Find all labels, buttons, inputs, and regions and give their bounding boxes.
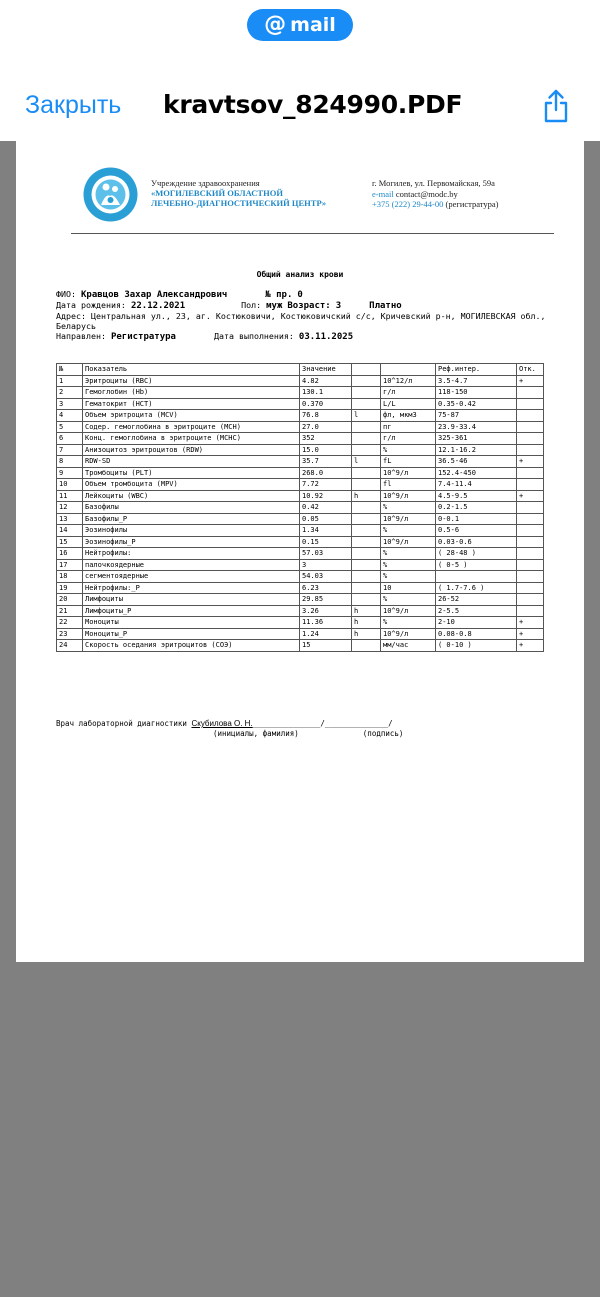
phone-note: (регистратура) (445, 199, 499, 209)
table-cell: 0-0.1 (436, 513, 517, 525)
table-cell: 19 (57, 582, 83, 594)
table-cell: 22 (57, 617, 83, 629)
table-row (57, 490, 544, 502)
table-cell (517, 421, 544, 433)
document-title: Общий анализ крови (256, 270, 344, 279)
table-cell (352, 559, 381, 571)
table-row (57, 571, 544, 583)
table-cell: + (517, 628, 544, 640)
age-value: 3 (335, 301, 342, 311)
table-row (57, 410, 544, 422)
col-header (381, 364, 436, 376)
table-cell: 10^9/л (381, 513, 436, 525)
patient-name: Кравцов Захар Александрович (80, 290, 228, 300)
table-cell (352, 467, 381, 479)
table-cell: 1 (57, 375, 83, 387)
table-cell: 13 (57, 513, 83, 525)
table-cell: Лимфоциты (83, 594, 300, 606)
institution-line-2: «МОГИЛЕВСКИЙ ОБЛАСТНОЙ (151, 188, 283, 198)
table-cell (517, 502, 544, 514)
table-cell (517, 467, 544, 479)
table-cell: + (517, 640, 544, 652)
payment-type: Платно (369, 301, 402, 311)
table-cell: 10 (57, 479, 83, 491)
table-cell: % (381, 548, 436, 560)
dob-label: Дата рождения: (56, 300, 126, 310)
signature-caption-sign: (подпись) (362, 729, 404, 738)
table-cell: 12 (57, 502, 83, 514)
table-row (57, 479, 544, 491)
email-label: e-mail (372, 188, 394, 199)
table-cell: 6.23 (300, 582, 352, 594)
table-cell: Лимфоциты_P (83, 605, 300, 617)
table-cell: 4.5-9.5 (436, 490, 517, 502)
results-table (56, 363, 544, 652)
table-cell: Эозинофилы (83, 525, 300, 537)
patient-info (56, 289, 556, 342)
table-cell: Скорость оседания эритроцитов (СОЭ) (83, 640, 300, 652)
table-row (57, 444, 544, 456)
table-cell: 2 (57, 387, 83, 399)
table-cell: пг (381, 421, 436, 433)
table-cell (352, 433, 381, 445)
table-cell: Лейкоциты (WBC) (83, 490, 300, 502)
table-cell: h (352, 628, 381, 640)
table-cell: 7.72 (300, 479, 352, 491)
table-cell: 10^9/л (381, 490, 436, 502)
table-cell: 0.08-0.8 (436, 628, 517, 640)
table-cell: ( 28-48 ) (436, 548, 517, 560)
table-cell: 23 (57, 628, 83, 640)
table-cell: Анизоцитоз эритроцитов (RDW) (83, 444, 300, 456)
table-cell: % (381, 444, 436, 456)
table-cell: Эритроциты (RBC) (83, 375, 300, 387)
table-cell (517, 548, 544, 560)
table-cell: Объем эритроцита (MCV) (83, 410, 300, 422)
table-row (57, 502, 544, 514)
pdf-viewer-area[interactable] (0, 141, 600, 1297)
mail-app-badge[interactable] (247, 9, 353, 41)
table-cell: % (381, 559, 436, 571)
table-cell: h (352, 605, 381, 617)
col-header: Значение (300, 364, 352, 376)
table-cell: Тромбоциты (PLT) (83, 467, 300, 479)
table-cell: 20 (57, 594, 83, 606)
mail-label: mail (290, 14, 336, 36)
table-cell: 268.0 (300, 467, 352, 479)
table-cell: 10^9/л (381, 536, 436, 548)
email-value: contact@modc.by (395, 188, 458, 199)
table-cell: 27.0 (300, 421, 352, 433)
table-cell: + (517, 456, 544, 468)
table-cell: 3 (57, 398, 83, 410)
table-cell (517, 479, 544, 491)
table-cell: 14 (57, 525, 83, 537)
table-cell: сегментоядерные (83, 571, 300, 583)
direction-value: Регистратура (110, 332, 176, 342)
table-cell: 10^9/л (381, 467, 436, 479)
table-row (57, 456, 544, 468)
table-cell: 10.92 (300, 490, 352, 502)
table-cell: 76.8 (300, 410, 352, 422)
table-row (57, 628, 544, 640)
table-cell (517, 410, 544, 422)
institution-line-3: ЛЕЧЕБНО-ДИАГНОСТИЧЕСКИЙ ЦЕНТР» (151, 198, 327, 208)
table-cell (517, 559, 544, 571)
table-cell (352, 421, 381, 433)
table-row (57, 387, 544, 399)
table-cell: 26-52 (436, 594, 517, 606)
age-label: Возраст: (287, 301, 331, 311)
table-cell: 0.370 (300, 398, 352, 410)
table-cell: 75-87 (436, 410, 517, 422)
done-label: Дата выполнения: (213, 331, 294, 341)
table-cell (517, 594, 544, 606)
table-cell: мм/час (381, 640, 436, 652)
table-cell: h (352, 617, 381, 629)
table-cell (517, 605, 544, 617)
table-cell: Гематокрит (HCT) (83, 398, 300, 410)
doctor-name: Скубилова О. Н. (191, 719, 253, 728)
table-cell: 7 (57, 444, 83, 456)
table-cell: г/л (381, 387, 436, 399)
table-cell: Базофилы (83, 502, 300, 514)
table-cell: Эозинофилы_P (83, 536, 300, 548)
table-cell: 54.03 (300, 571, 352, 583)
table-cell: 15 (57, 536, 83, 548)
table-cell (517, 582, 544, 594)
table-cell: l (352, 410, 381, 422)
table-cell: 3 (300, 559, 352, 571)
table-cell: 6 (57, 433, 83, 445)
table-cell: Нейтрофилы: (83, 548, 300, 560)
col-header: Отк. (517, 364, 544, 376)
table-cell: fL (381, 456, 436, 468)
table-row (57, 617, 544, 629)
close-button[interactable]: Закрыть (25, 91, 122, 119)
table-cell: 10 (381, 582, 436, 594)
table-cell: Моноциты_P (83, 628, 300, 640)
table-cell: 0.2-1.5 (436, 502, 517, 514)
table-row (57, 513, 544, 525)
table-cell: 5 (57, 421, 83, 433)
table-cell: 0.5-6 (436, 525, 517, 537)
table-cell: г/л (381, 433, 436, 445)
table-cell: 17 (57, 559, 83, 571)
table-cell: 2-10 (436, 617, 517, 629)
table-cell: 29.85 (300, 594, 352, 606)
table-cell: Базофилы_P (83, 513, 300, 525)
table-cell: Содер. гемоглобина в эритроците (MCH) (83, 421, 300, 433)
table-cell: 1.24 (300, 628, 352, 640)
table-cell: 10^9/л (381, 605, 436, 617)
table-cell: 9 (57, 467, 83, 479)
table-cell (352, 525, 381, 537)
col-header: Реф.интер. (436, 364, 517, 376)
table-cell: L/L (381, 398, 436, 410)
table-cell: Моноциты (83, 617, 300, 629)
table-cell (352, 502, 381, 514)
table-cell: 118-150 (436, 387, 517, 399)
table-cell: 130.1 (300, 387, 352, 399)
table-cell: % (381, 617, 436, 629)
table-cell: % (381, 525, 436, 537)
table-cell (352, 640, 381, 652)
table-cell: fl (381, 479, 436, 491)
num-value: 0 (297, 290, 303, 300)
table-row (57, 375, 544, 387)
table-row (57, 421, 544, 433)
dob-value: 22.12.2021 (130, 301, 186, 311)
table-cell: 3.5-4.7 (436, 375, 517, 387)
table-cell: 15.0 (300, 444, 352, 456)
table-cell: 0.42 (300, 502, 352, 514)
sex-value: муж (266, 301, 283, 311)
col-header: № (57, 364, 83, 376)
fio-label: ФИО: (56, 289, 76, 299)
table-cell (517, 571, 544, 583)
institution-name (151, 178, 326, 208)
table-cell: 21 (57, 605, 83, 617)
table-cell: 4 (57, 410, 83, 422)
table-cell: + (517, 617, 544, 629)
center-logo (83, 167, 138, 222)
institution-line-1: Учреждение здравоохранения (151, 178, 260, 188)
table-cell: % (381, 502, 436, 514)
table-cell (352, 398, 381, 410)
table-cell: % (381, 571, 436, 583)
table-cell: 0.03-0.6 (436, 536, 517, 548)
table-cell (352, 536, 381, 548)
table-cell: 36.5-46 (436, 456, 517, 468)
pdf-page (16, 141, 584, 962)
table-cell: 10^9/л (381, 628, 436, 640)
table-cell: l (352, 456, 381, 468)
table-cell (517, 513, 544, 525)
table-cell (352, 513, 381, 525)
table-cell: 152.4-450 (436, 467, 517, 479)
table-cell: 11 (57, 490, 83, 502)
table-cell (352, 571, 381, 583)
table-cell (352, 582, 381, 594)
done-value: 03.11.2025 (298, 332, 354, 342)
table-cell: Конц. гемоглобина в эритроците (MCHC) (83, 433, 300, 445)
table-cell (436, 571, 517, 583)
table-cell (517, 398, 544, 410)
table-row (57, 398, 544, 410)
table-cell: Объем тромбоцита (MPV) (83, 479, 300, 491)
sex-label: Пол: (241, 300, 262, 310)
table-cell: Нейтрофилы:_P (83, 582, 300, 594)
table-cell: 18 (57, 571, 83, 583)
table-cell: 57.03 (300, 548, 352, 560)
table-cell: 10^12/л (381, 375, 436, 387)
table-cell: 4.82 (300, 375, 352, 387)
institution-contacts (372, 178, 499, 210)
table-cell: 12.1-16.2 (436, 444, 517, 456)
table-row (57, 640, 544, 652)
file-name-title: kravtsov_824990.PDF (163, 90, 463, 119)
table-cell: + (517, 490, 544, 502)
table-cell (352, 375, 381, 387)
table-cell (352, 444, 381, 456)
col-header: Показатель (83, 364, 300, 376)
table-cell (352, 548, 381, 560)
table-cell: 23.9-33.4 (436, 421, 517, 433)
table-cell: 0.35-0.42 (436, 398, 517, 410)
table-cell (517, 444, 544, 456)
table-cell: 0.15 (300, 536, 352, 548)
table-cell: 352 (300, 433, 352, 445)
table-row (57, 594, 544, 606)
table-cell: 24 (57, 640, 83, 652)
table-cell (352, 594, 381, 606)
at-icon: @ (264, 12, 287, 37)
table-cell: + (517, 375, 544, 387)
table-cell: фл, мкм3 (381, 410, 436, 422)
table-row (57, 536, 544, 548)
direction-label: Направлен: (56, 331, 106, 341)
header-divider (71, 233, 554, 234)
viewer-header (0, 0, 600, 141)
signature-label: Врач лабораторной диагностики (56, 719, 187, 728)
patient-address: Адрес: Центральная ул., 23, аг. Костюковичи, Костюковичский с/с, Кричевский р-н, МОГИЛЕВСКАЯ обл., Беларусь (56, 311, 546, 331)
table-cell: 35.7 (300, 456, 352, 468)
table-row (57, 559, 544, 571)
table-cell: 15 (300, 640, 352, 652)
table-cell: 2-5.5 (436, 605, 517, 617)
table-cell (517, 525, 544, 537)
table-cell: 11.36 (300, 617, 352, 629)
table-cell: h (352, 490, 381, 502)
table-cell (352, 479, 381, 491)
table-cell: 325-361 (436, 433, 517, 445)
table-cell: 0.05 (300, 513, 352, 525)
table-cell: палочкоядерные (83, 559, 300, 571)
table-cell: 1.34 (300, 525, 352, 537)
table-row (57, 433, 544, 445)
share-button[interactable] (541, 88, 571, 124)
table-cell: 16 (57, 548, 83, 560)
table-cell (352, 387, 381, 399)
table-row (57, 467, 544, 479)
table-cell (517, 536, 544, 548)
signature-block: Врач лабораторной диагностики Скубилова О. Н._______________/______________/ (инициалы, фамилия) (подпись) (56, 719, 404, 738)
table-cell (517, 433, 544, 445)
phone-value: +375 (222) 29-44-00 (372, 199, 444, 209)
num-label: № пр. (265, 290, 293, 300)
signature-caption-name: (инициалы, фамилия) (213, 729, 299, 738)
table-cell: ( 0-5 ) (436, 559, 517, 571)
address-line: г. Могилев, ул. Первомайская, 59а (372, 178, 495, 188)
table-cell: 8 (57, 456, 83, 468)
table-cell: ( 0-10 ) (436, 640, 517, 652)
table-cell: RDW-SD (83, 456, 300, 468)
table-cell: % (381, 594, 436, 606)
table-row (57, 525, 544, 537)
col-header (352, 364, 381, 376)
table-header-row (57, 364, 544, 376)
table-cell: 7.4-11.4 (436, 479, 517, 491)
table-row (57, 548, 544, 560)
table-cell (517, 387, 544, 399)
share-icon (541, 88, 571, 124)
table-cell: 3.26 (300, 605, 352, 617)
table-row (57, 582, 544, 594)
table-cell: ( 1.7-7.6 ) (436, 582, 517, 594)
table-cell: Гемоглобин (Hb) (83, 387, 300, 399)
table-row (57, 605, 544, 617)
